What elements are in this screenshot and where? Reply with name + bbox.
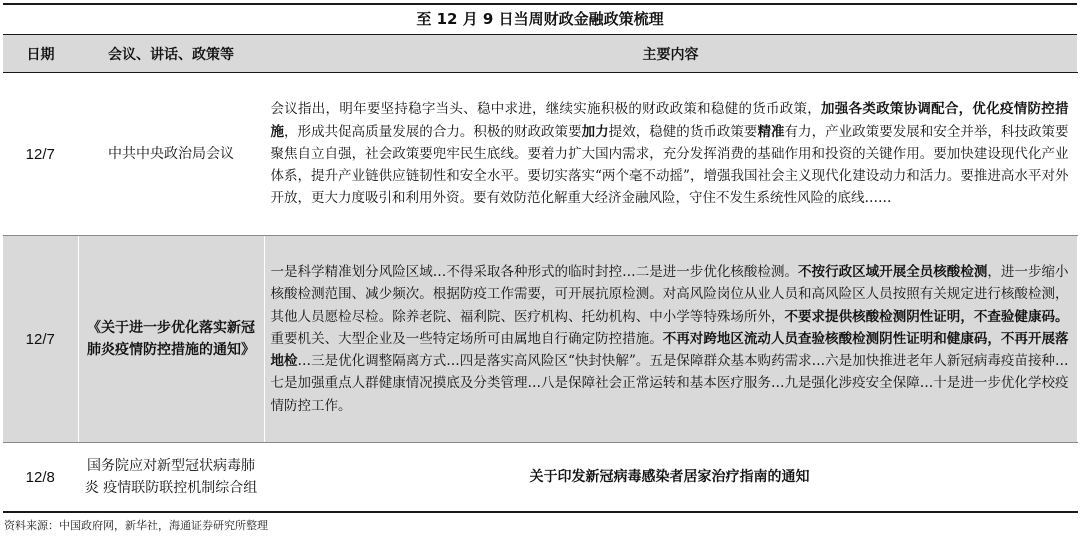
row-meeting: 《关于进一步优化落实新冠肺炎疫情防控措施的通知》 [78,236,264,443]
row-date: 12/7 [3,73,78,236]
row-meeting: 中共中央政治局会议 [78,73,264,236]
table-row [3,236,1077,443]
policy-table-container [3,3,1077,533]
row-date: 12/7 [3,236,78,443]
row-content [264,73,1077,236]
bold-text-segment: 加强各类政策协调配合，优化疫情防控措施 [270,101,1069,140]
row-content [264,443,1077,513]
text-segment: 重要机关、大型企业及一些特定场所可由属地自行确定防控措施。 [270,330,663,347]
header-meeting: 会议、讲话、政策等 [78,35,264,73]
row-content [264,236,1077,443]
text-segment: …三是优化调整隔离方式…四是落实高风险区“快封快解”。五是保障群众基本购药需求…六是加快推进老年人新冠病毒疫苗接种…七是加强重点人群健康情况摸底及分类管理…八是保障社会正常运转和基本医疗服务…九是强化涉疫安全保障…十是进一步优化学校疫情防控工作。 [270,353,1069,414]
table-header [3,35,1077,73]
text-segment: 会议指出，明年要坚持稳字当头、稳中求进，继续实施积极的财政政策和稳健的货币政策， [270,101,822,118]
row-meeting: 国务院应对新型冠状病毒肺炎 疫情联防联控机制综合组 [78,443,264,513]
row-date: 12/8 [3,443,78,513]
bold-text-segment: 不要求提供核酸检测阴性证明，不查验健康码。 [784,308,1069,325]
text-segment: ，形成共促高质量发展的合力。积极的财政政策要 [284,123,582,140]
policy-table [3,35,1078,513]
table-row [3,443,1077,513]
table-title: 至 12 月 9 日当周财政金融政策梳理 [3,3,1077,35]
header-date: 日期 [3,35,78,73]
bold-text-segment: 关于印发新冠病毒感染者居家治疗指南的通知 [529,468,810,485]
bold-text-segment: 不按行政区域开展全员核酸检测 [798,263,988,280]
text-segment: 有力，产业政策要发展和安全并举，科技政策要聚焦自立自强，社会政策要兜牢民生底线。要着力扩大国内需求，充分发挥消费的基础作用和投资的关键作用。要加快建设现代化产业体系，提升产业链供应链韧性和安全水平。要切实落实“两个毫不动摇”，增强我国社会主义现代化建设动力和活力。要推进高水平对外开放，更大力度吸引和利用外资。要有效防范化解重大经济金融风险，守住不发生系统性风险的底线…… [270,123,1069,207]
source-note: 资料来源：中国政府网，新华社，海通证券研究所整理 [4,519,268,532]
text-segment: 提效，稳健的货币政策要 [608,123,758,140]
text-segment: 一是科学精准划分风险区域…不得采取各种形式的临时封控…二是进一步优化核酸检测。 [270,263,799,280]
bold-text-segment: 精准 [757,123,785,140]
header-content: 主要内容 [264,35,1077,73]
table-row [3,73,1077,236]
bold-text-segment: 加力 [581,123,609,140]
bold-text-segment: 不再对跨地区流动人员查验核酸检测阴性证明和健康码，不再开展落地检 [270,330,1069,370]
text-segment: ，进一步缩小核酸检测范围、减少频次。根据防疫工作需要，可开展抗原检测。对高风险岗位从业人员和高风险区人员按照有关规定进行核酸检测，其他人员愿检尽检。除养老院、福利院、医疗机构、托幼机构、中小学等特殊场所外， [270,263,1069,325]
